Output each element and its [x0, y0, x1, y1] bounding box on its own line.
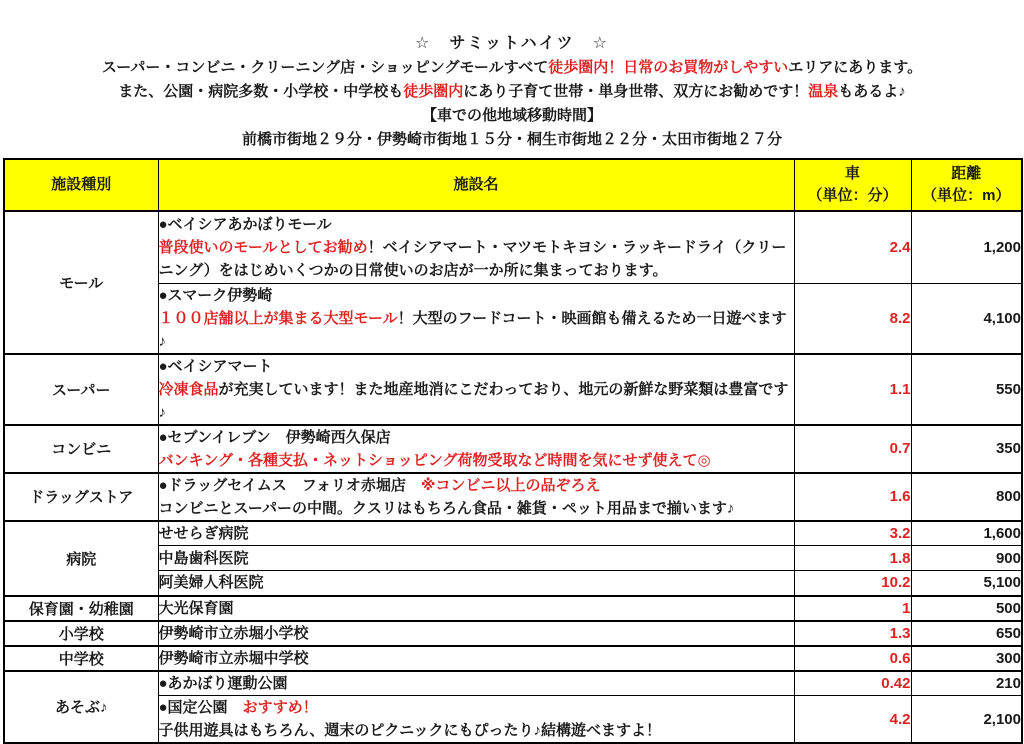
facility-desc [159, 378, 794, 424]
intro-family-mid: にあり子育て世帯・単身世帯、双方にお勧めです！ [463, 83, 809, 100]
table-row-play-akabori-park [4, 671, 1022, 696]
intro-line-shopping [0, 56, 1024, 80]
facility-desc-rest: ！ベイシアマート・マツモトキヨシ・ラッキードライ（クリーニング）をはじめいくつかの日常使いのお店が一か所に集まっております。 [158, 238, 787, 279]
facility-name-cell [158, 621, 794, 646]
table-row-elementary-school [4, 621, 1022, 646]
facility-name [159, 696, 794, 719]
distance-cell: 300 [911, 646, 1022, 671]
category-cell-hospital: 病院 [4, 521, 158, 596]
col-header-facility-name: 施設名 [158, 159, 794, 211]
facility-name: 伊勢崎市立赤堀中学校 [158, 649, 309, 667]
facility-desc-rest: 子供用遊具はもちろん、週末のピクニックにもぴったり♪結構遊べますよ！ [158, 722, 662, 739]
facility-name-cell [158, 283, 794, 354]
facility-name-cell [158, 473, 794, 521]
table-row-junior-high-school [4, 646, 1022, 671]
facility-name-cell [158, 571, 794, 596]
car-minutes-cell: 4.2 [794, 696, 911, 744]
facility-desc [159, 497, 794, 520]
facility-name-cell [158, 596, 794, 621]
facility-name: ●スマーク伊勢崎 [158, 286, 273, 304]
facility-desc-highlight: 普段使いのモールとしてお勧め [158, 238, 368, 256]
car-minutes-cell: 1 [794, 596, 911, 621]
facility-name-cell [158, 425, 794, 473]
facility-desc [159, 236, 794, 282]
table-row-hospital-seseragi [4, 521, 1022, 546]
distance-cell: 210 [911, 671, 1022, 696]
table-row-drugstore-seims [4, 473, 1022, 521]
category-cell-drugstore: ドラッグストア [4, 473, 158, 521]
distance-cell: 500 [911, 596, 1022, 621]
facility-name-note: ※コンビニ以上の品ぞろえ [420, 476, 601, 494]
table-row-conbini-seveneleven [4, 425, 1022, 473]
facility-desc-highlight: 冷凍食品 [158, 380, 219, 398]
facility-name-cell [158, 521, 794, 546]
facility-desc-highlight: バンキング・各種支払・ネットショッピング荷物受取など時間を気にせず使えて◎ [158, 451, 711, 469]
facility-name: ●あかぼり運動公園 [158, 674, 288, 692]
facility-desc [159, 719, 794, 742]
col-header-car [794, 159, 911, 211]
intro-shopping-post: エリアにあります。 [788, 59, 923, 76]
drive-time-values: 前橋市街地２９分・伊勢崎市街地１５分・桐生市街地２２分・太田市街地２７分 [241, 131, 782, 148]
car-minutes-cell: 0.7 [794, 425, 911, 473]
facility-name-note: おすすめ！ [242, 699, 318, 716]
car-minutes-cell: 3.2 [794, 521, 911, 546]
car-minutes-cell: 8.2 [794, 283, 911, 354]
category-cell-nursery: 保育園・幼稚園 [4, 596, 158, 621]
facility-desc-rest: ！大型のフードコート・映画館も備えるため一日遊べます♪ [158, 309, 787, 350]
category-cell-mall: モール [4, 211, 158, 354]
distance-cell: 900 [911, 546, 1022, 571]
col-header-car-unit: （単位：分） [807, 187, 898, 204]
car-minutes-cell: 1.6 [794, 473, 911, 521]
facility-name-cell [158, 354, 794, 425]
category-cell-conbini: コンビニ [4, 425, 158, 473]
table-row-super-beisia-mart [4, 354, 1022, 425]
facility-desc-rest: コンビニとスーパーの中間。クスリはもちろん食品・雑貨・ペット用品まで揃います♪ [158, 499, 735, 517]
car-minutes-cell: 0.6 [794, 646, 911, 671]
col-header-distance-unit: （単位：m） [922, 187, 1011, 204]
drive-time-heading: 【車での他地域移動時間】 [421, 107, 602, 124]
facility-name: ●セブンイレブン 伊勢崎西久保店 [158, 428, 391, 446]
car-minutes-cell: 1.1 [794, 354, 911, 425]
intro-line-family [0, 80, 1024, 104]
col-header-car-label: 車 [844, 165, 860, 182]
facility-name-cell [158, 696, 794, 744]
distance-cell: 4,100 [911, 283, 1022, 354]
col-header-facility-type: 施設種別 [4, 159, 158, 211]
facility-desc [159, 307, 794, 353]
distance-cell: 1,600 [911, 521, 1022, 546]
distance-cell: 650 [911, 621, 1022, 646]
distance-cell: 550 [911, 354, 1022, 425]
facility-table [3, 158, 1023, 744]
col-header-distance-label: 距離 [951, 165, 982, 182]
facility-name-cell [158, 211, 794, 283]
category-cell-junior-high: 中学校 [4, 646, 158, 671]
header-row [4, 159, 1022, 211]
distance-cell: 800 [911, 473, 1022, 521]
facility-name-main: ●ドラッグセイムス フォリオ赤堀店 [158, 476, 421, 494]
facility-name: 阿美婦人科医院 [158, 574, 264, 592]
page-title: ☆ サミットハイツ ☆ [414, 35, 610, 52]
distance-cell: 350 [911, 425, 1022, 473]
facility-name: せせらぎ病院 [158, 524, 249, 542]
facility-name: 伊勢崎市立赤堀小学校 [158, 624, 309, 642]
intro-family-post: もあるよ♪ [838, 83, 906, 100]
facility-name: ●ベイシアマート [158, 357, 273, 375]
intro-shopping-pre: スーパー・コンビニ・クリーニング店・ショッピングモールすべて [101, 59, 549, 76]
facility-desc-highlight: １００店舗以上が集まる大型モール [158, 309, 398, 327]
car-minutes-cell: 2.4 [794, 211, 911, 283]
facility-name: ●ベイシアあかぼりモール [158, 215, 332, 233]
category-cell-elementary: 小学校 [4, 621, 158, 646]
facility-name: 大光保育園 [158, 599, 234, 617]
facility-desc-rest: が充実しています！また地産地消にこだわっており、地元の新鮮な野菜類は豊富です♪ [158, 380, 789, 421]
distance-cell: 2,100 [911, 696, 1022, 744]
intro-block [0, 0, 1024, 152]
intro-family-highlight-onsen: 温泉 [808, 83, 839, 100]
facility-name-cell [158, 671, 794, 696]
category-cell-super: スーパー [4, 354, 158, 425]
facility-name-main: ●国定公園 [158, 699, 243, 716]
intro-family-pre: また、公園・病院多数・小学校・中学校も [118, 83, 404, 100]
col-header-distance [911, 159, 1022, 211]
distance-cell: 5,100 [911, 571, 1022, 596]
car-minutes-cell: 0.42 [794, 671, 911, 696]
car-minutes-cell: 10.2 [794, 571, 911, 596]
distance-cell: 1,200 [911, 211, 1022, 283]
category-cell-play: あそぶ♪ [4, 671, 158, 744]
table-row-nursery-daiko [4, 596, 1022, 621]
table-row-mall-beisia [4, 211, 1022, 283]
intro-family-highlight-walk: 徒歩圏内 [403, 83, 464, 100]
facility-name [159, 474, 794, 497]
facility-name-cell [158, 546, 794, 571]
intro-shopping-highlight: 徒歩圏内！日常のお買物がしやすい [548, 59, 789, 76]
facility-name: 中島歯科医院 [158, 549, 249, 567]
car-minutes-cell: 1.8 [794, 546, 911, 571]
facility-desc [159, 449, 794, 472]
facility-name-cell [158, 646, 794, 671]
car-minutes-cell: 1.3 [794, 621, 911, 646]
